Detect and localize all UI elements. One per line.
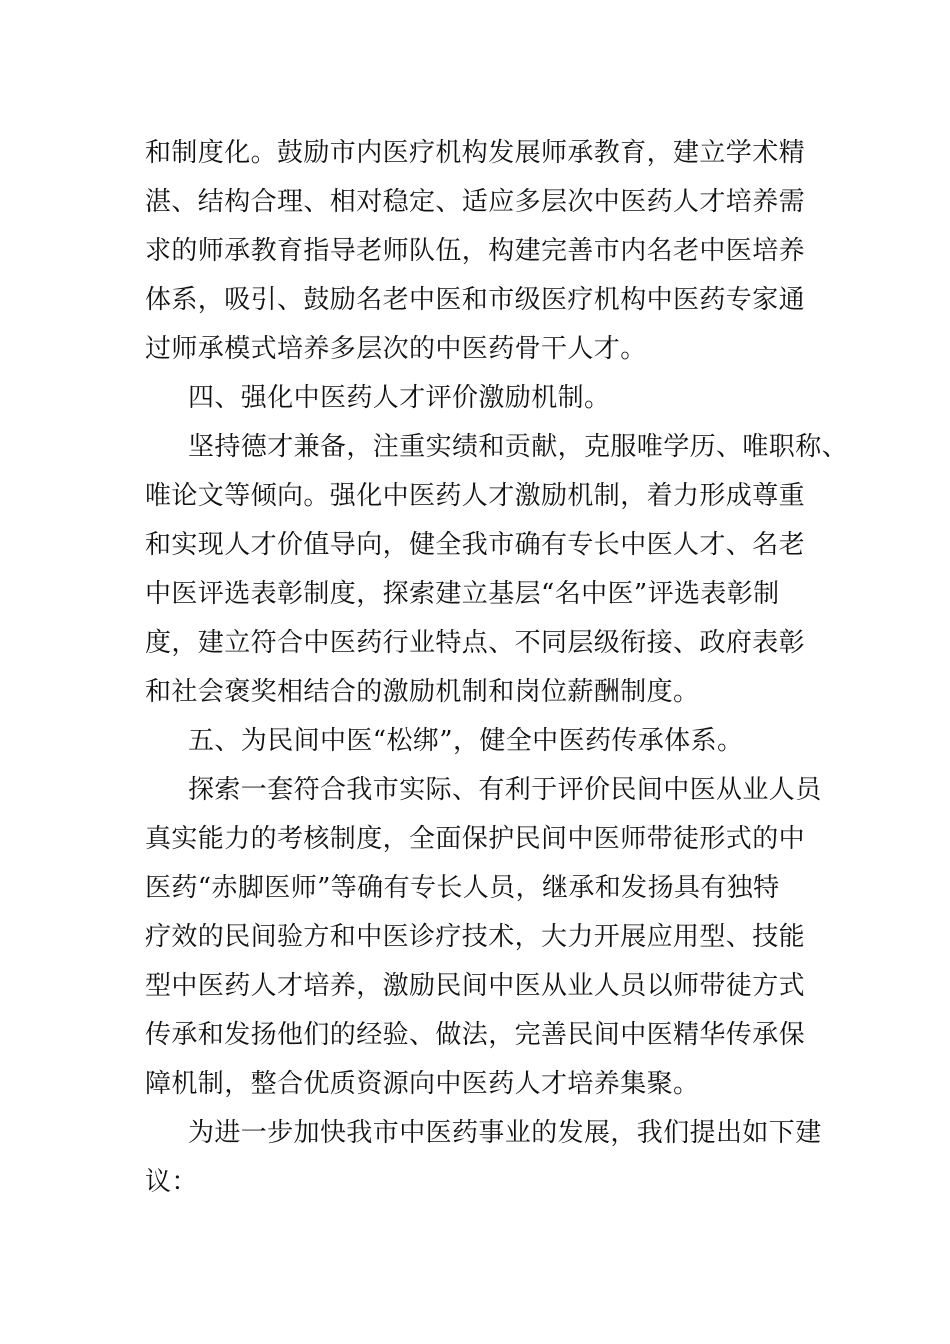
- text-line: 唯论文等倾向。强化中医药人才激励机制，着力形成尊重: [145, 481, 806, 511]
- text-line: 和实现人才价值导向，健全我市确有专长中医人才、名老: [145, 530, 806, 560]
- text-line: 真实能力的考核制度，全面保护民间中医师带徒形式的中: [145, 824, 806, 854]
- text-line: 湛、结构合理、相对稳定、适应多层次中医药人才培养需: [145, 187, 806, 217]
- text-line: 为进一步加快我市中医药事业的发展，我们提出如下建: [188, 1118, 822, 1148]
- text-line: 议：: [145, 1167, 198, 1197]
- text-line: 疗效的民间验方和中医诊疗技术，大力开展应用型、技能: [145, 922, 806, 952]
- text-line: 和社会褒奖相结合的激励机制和岗位薪酬制度。: [145, 677, 700, 707]
- text-line: 障机制，整合优质资源向中医药人才培养集聚。: [145, 1069, 700, 1099]
- text-line: 医药“赤脚医师”等确有专长人员，继承和发扬具有独特: [145, 873, 780, 903]
- text-line: 中医评选表彰制度，探索建立基层“名中医”评选表彰制: [145, 579, 780, 609]
- text-line: 传承和发扬他们的经验、做法，完善民间中医精华传承保: [145, 1020, 806, 1050]
- text-line: 度，建立符合中医药行业特点、不同层级衔接、政府表彰: [145, 628, 806, 658]
- section-heading-5: 五、为民间中医“松绑”，健全中医药传承体系。: [188, 726, 744, 756]
- text-line: 坚持德才兼备，注重实绩和贡献，克服唯学历、唯职称、: [188, 432, 849, 462]
- text-line: 求的师承教育指导老师队伍，构建完善市内名老中医培养: [145, 236, 806, 266]
- section-heading-4: 四、强化中医药人才评价激励机制。: [188, 383, 611, 413]
- text-line: 探索一套符合我市实际、有利于评价民间中医从业人员: [188, 775, 822, 805]
- text-line: 和制度化。鼓励市内医疗机构发展师承教育，建立学术精: [145, 138, 806, 168]
- text-line: 体系，吸引、鼓励名老中医和市级医疗机构中医药专家通: [145, 285, 806, 315]
- text-line: 型中医药人才培养，激励民间中医从业人员以师带徒方式: [145, 971, 806, 1001]
- text-line: 过师承模式培养多层次的中医药骨干人才。: [145, 334, 647, 364]
